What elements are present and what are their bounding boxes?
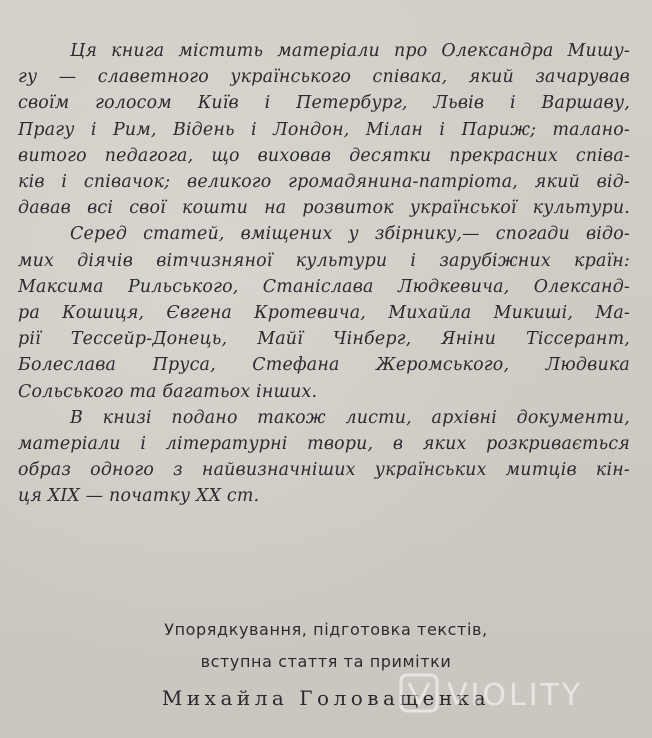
text-line: образ одного з найвизначніших українських митців кін- (18, 460, 630, 481)
credits-line-intro: вступна стаття та примітки (200, 652, 452, 671)
text-line: рії Тессейр-Донець, Майї Чінберг, Яніни Тіссерант, (18, 329, 630, 350)
text-line: Прагу і Рим, Відень і Лондон, Мілан і Париж; талано- (18, 119, 630, 140)
text-line: ця XIX — початку XX ст. (18, 486, 260, 507)
watermark-text: VIOLITY (447, 678, 584, 713)
text-line: ра Кошиця, Євгена Кротевича, Михайла Микиші, Ма- (18, 303, 630, 324)
paragraph-2 (18, 221, 630, 404)
text-line: ків і співачок; великого громадянина-патріота, який від- (18, 172, 630, 193)
credits-editor-name: Михайла Головащенка (161, 686, 491, 710)
text-line: Максима Рильського, Станіслава Людкевича, Олександ- (18, 276, 630, 297)
text-line: Сольського та багатьох інших. (18, 381, 318, 402)
credits-line-compilation: Упорядкування, підготовка текстів, (164, 620, 488, 639)
text-line: своїм голосом Київ і Петербург, Львів і Варшаву, (18, 93, 630, 114)
text-line: гу — славетного українського співака, який зачарував (18, 67, 630, 88)
text-line: Серед статей, вміщених у збірнику,— спогади відо- (70, 224, 630, 245)
text-line: витого педагога, що виховав десятки прекрасних співа- (18, 145, 630, 166)
text-line: давав всі свої кошти на розвиток української культури. (18, 198, 630, 219)
text-line: Болеслава Пруса, Стефана Жеромського, Людвика (18, 355, 630, 376)
text-line: В книзі подано також листи, архівні документи, (70, 407, 630, 428)
annotation-text (18, 38, 630, 510)
text-line: мих діячів вітчизняної культури і зарубіжних країн: (18, 250, 630, 271)
text-line: Ця книга містить матеріали про Олександра Мишу- (70, 41, 630, 61)
paragraph-3 (18, 405, 630, 510)
text-line: матеріали і літературні твори, в яких розкривається (18, 434, 630, 455)
paragraph-1 (18, 38, 630, 221)
